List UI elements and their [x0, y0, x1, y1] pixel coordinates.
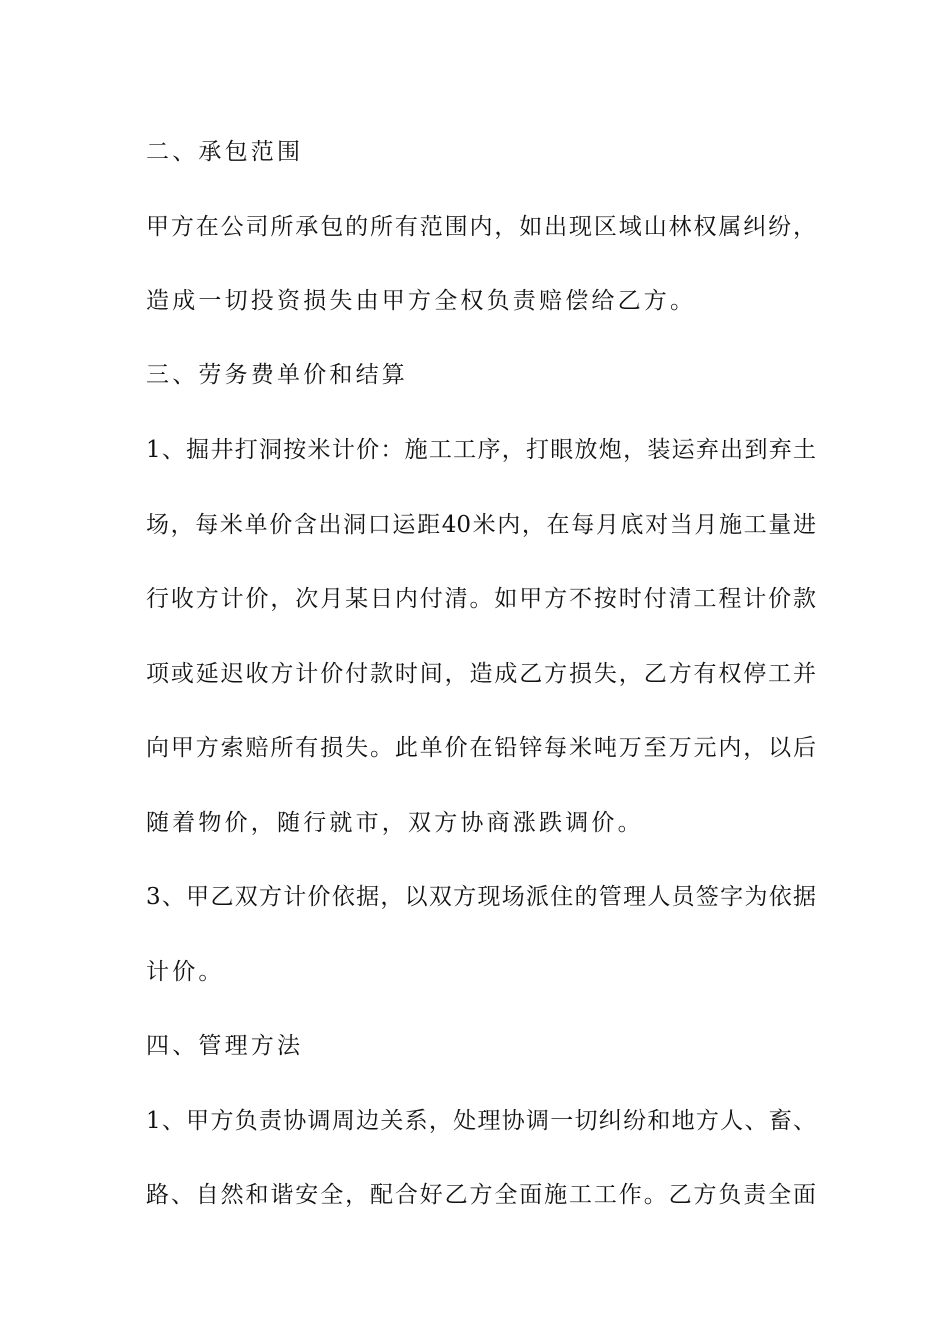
paragraph-line: 计价。 [146, 959, 225, 985]
paragraph-line: 随着物价，随行就市，双方协商涨跌调价。 [146, 810, 644, 836]
section-heading-contract-scope: 二、承包范围 [146, 139, 304, 165]
paragraph-line: 甲方在公司所承包的所有范围内，如出现区域山林权属纠纷， [146, 214, 816, 240]
paragraph-line: 项或延迟收方计价付款时间，造成乙方损失，乙方有权停工并 [146, 661, 816, 687]
paragraph-line: 行收方计价，次月某日内付清。如甲方不按时付清工程计价款 [146, 586, 816, 612]
paragraph-line: 1、甲方负责协调周边关系，处理协调一切纠纷和地方人、畜、 [146, 1108, 816, 1134]
paragraph-line: 1、掘井打洞按米计价：施工工序，打眼放炮，装运弃出到弃土 [146, 437, 816, 463]
paragraph-line: 场，每米单价含出洞口运距40米内，在每月底对当月施工量进 [146, 512, 816, 538]
paragraph-line: 3、甲乙双方计价依据，以双方现场派住的管理人员签字为依据 [146, 884, 816, 910]
paragraph-line: 路、自然和谐安全，配合好乙方全面施工工作。乙方负责全面 [146, 1182, 816, 1208]
section-heading-labor-fee: 三、劳务费单价和结算 [146, 362, 408, 388]
paragraph-line: 向甲方索赔所有损失。此单价在铅锌每米吨万至万元内，以后 [146, 735, 816, 761]
paragraph-line: 造成一切投资损失由甲方全权负责赔偿给乙方。 [146, 288, 697, 314]
section-heading-management: 四、管理方法 [146, 1033, 304, 1059]
